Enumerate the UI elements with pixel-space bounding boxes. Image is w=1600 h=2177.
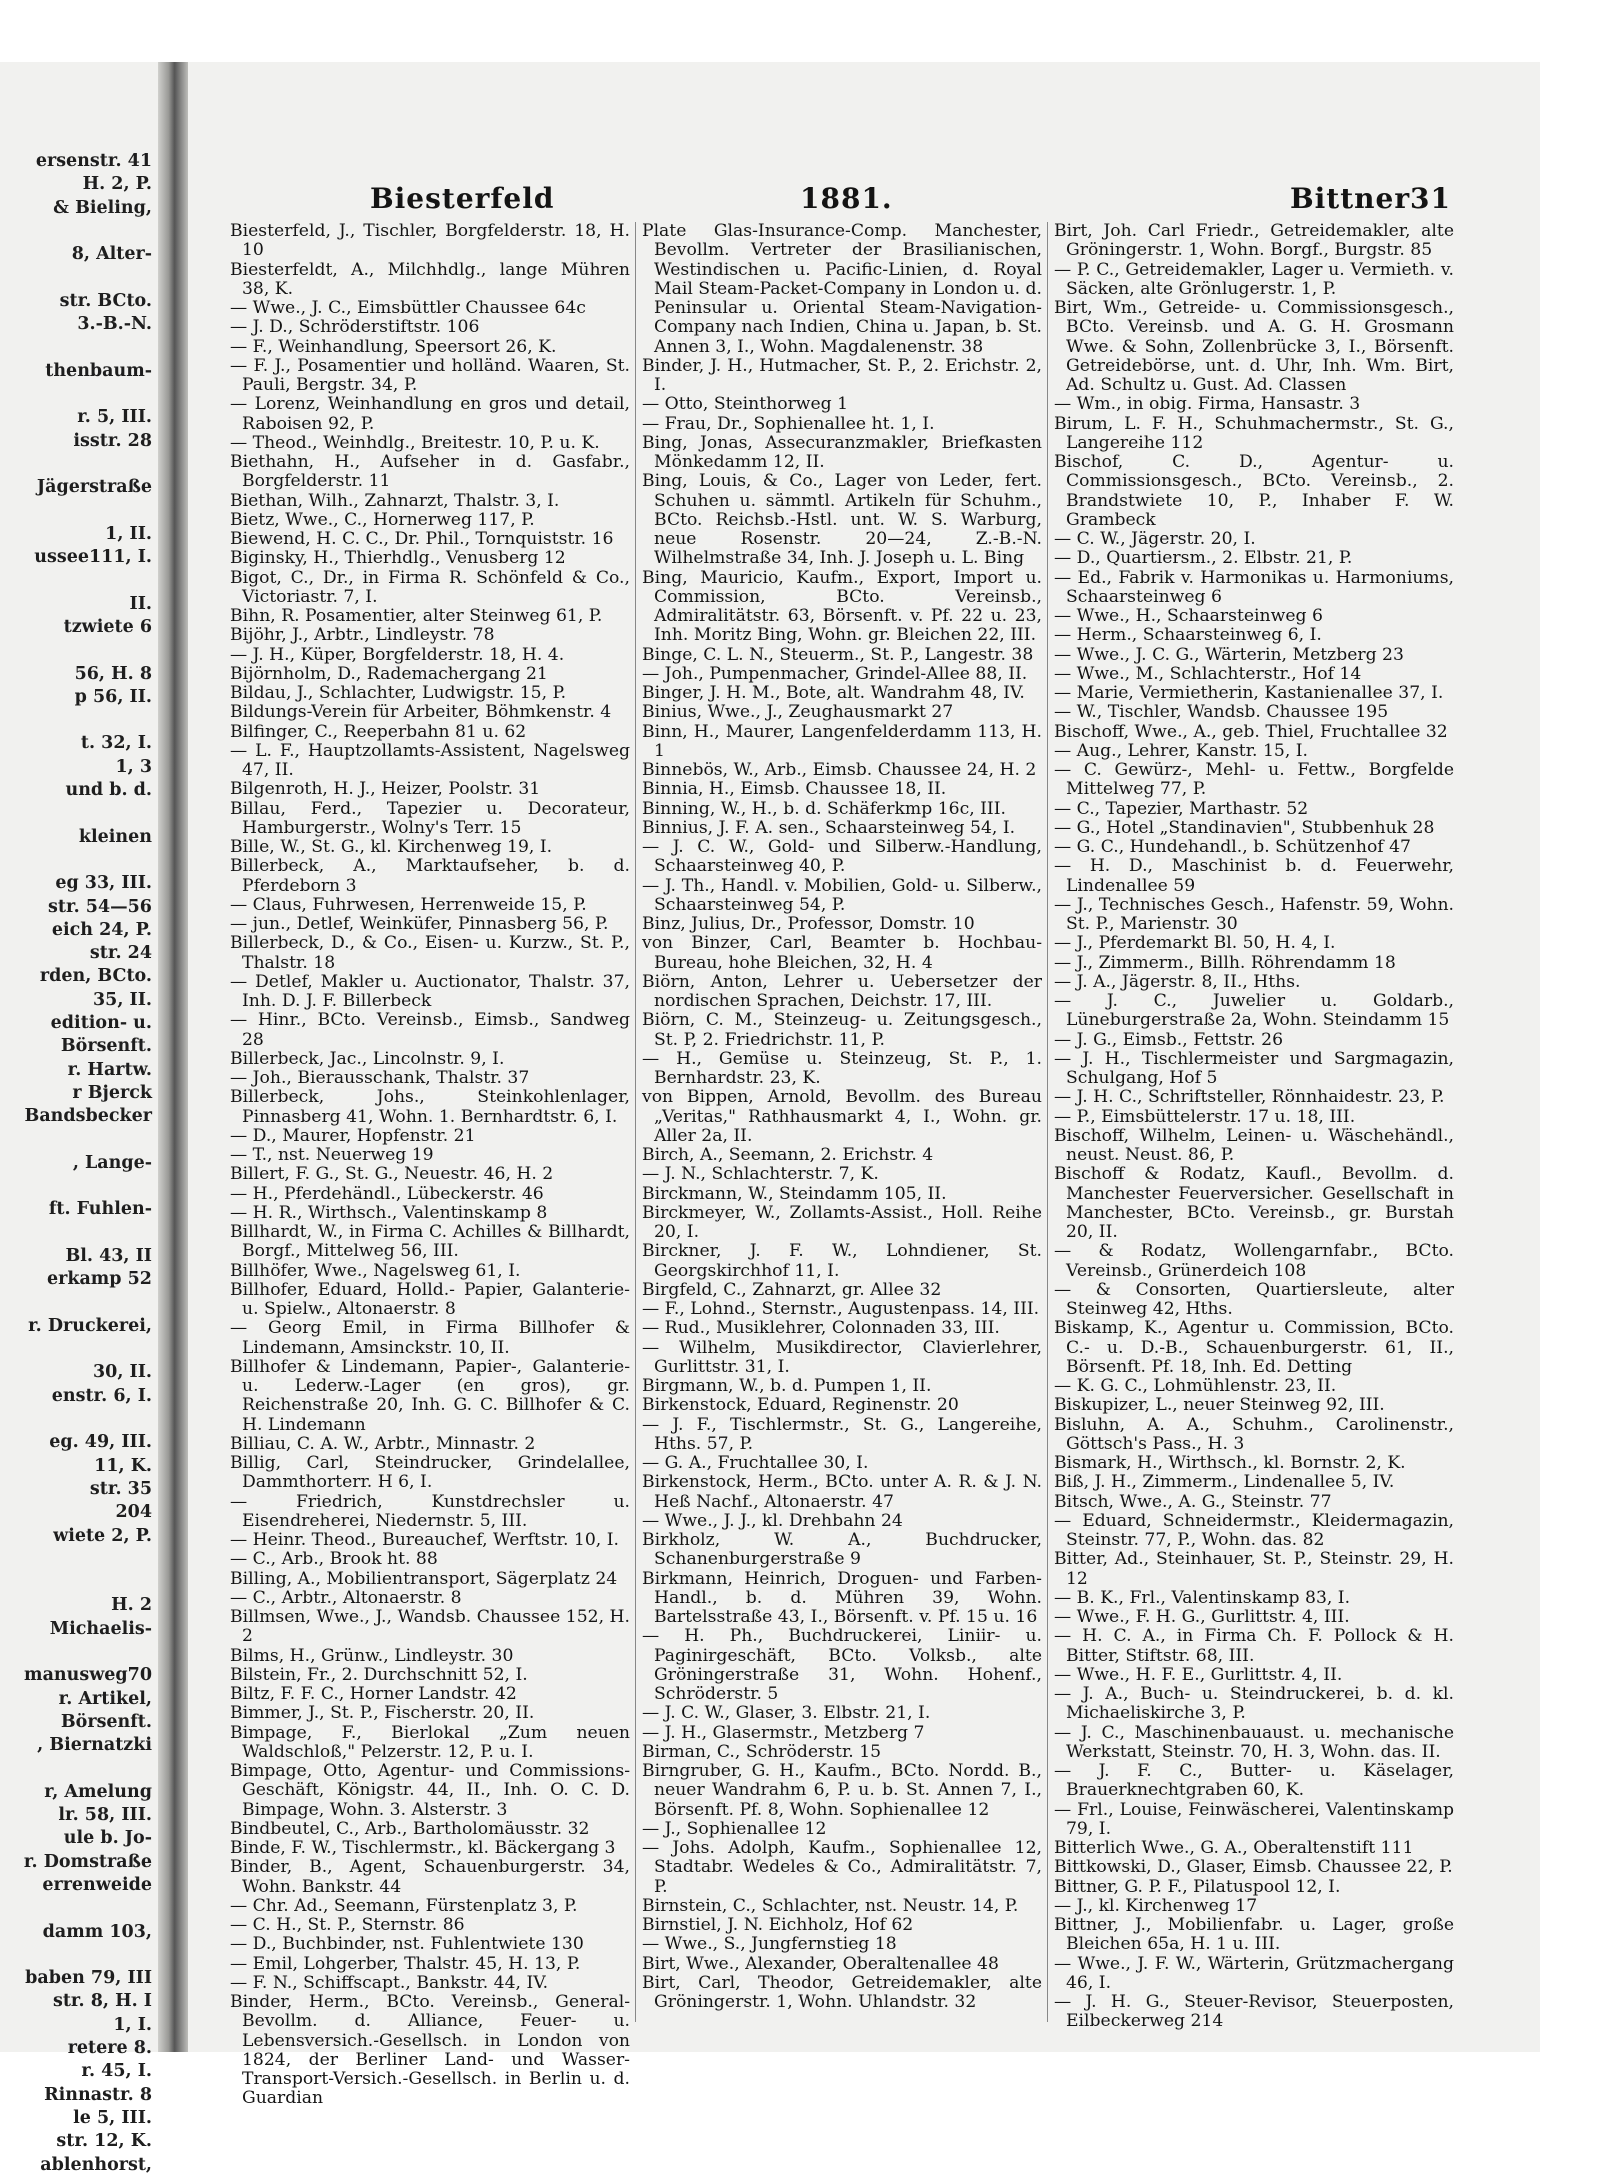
edge-fragment	[0, 336, 158, 359]
directory-entry: — J. H., Glasermstr., Metzberg 7	[642, 1722, 925, 1743]
edge-fragment	[0, 1292, 158, 1315]
directory-entry: — T., nst. Neuerweg 19	[230, 1145, 434, 1165]
edge-fragment: rden, BCto.	[39, 966, 152, 987]
edge-fragment: & Bieling,	[53, 197, 152, 218]
edge-fragment: ule b. Jo-	[63, 1828, 152, 1849]
directory-entry: — Heinr. Theod., Bureauchef, Werftstr. 10, I.	[230, 1530, 619, 1550]
edge-fragment: r. Domstraße	[23, 1851, 152, 1872]
edge-fragment: Michaelis-	[49, 1618, 152, 1639]
header-last-name: Bittner	[1290, 182, 1411, 215]
directory-entry: — Joh., Bierausschank, Thalstr. 37	[230, 1068, 530, 1088]
directory-entry: — G. C., Hundehandl., b. Schützenhof 47	[1054, 837, 1411, 857]
edge-fragment: 1, 3	[115, 756, 152, 777]
directory-entry: Binius, Wwe., J., Zeughausmarkt 27	[642, 702, 954, 723]
directory-entry: — Joh., Pumpenmacher, Grindel-Allee 88, II.	[642, 663, 1028, 684]
directory-entry: Bigot, C., Dr., in Firma R. Schönfeld & Co., Victoriastr. 7, I.	[230, 567, 630, 607]
directory-entry: Bitter, Ad., Steinhauer, St. P., Steinstr. 29, H. 12	[1054, 1549, 1454, 1589]
directory-entry: Birkenstock, Herm., BCto. unter A. R. & J. N. Heß Nachf., Altonaerstr. 47	[642, 1472, 1042, 1512]
page-number: 31	[1410, 182, 1451, 215]
edge-fragment	[0, 1757, 158, 1780]
directory-entry: — P., Eimsbüttelerstr. 17 u. 18, III.	[1054, 1106, 1356, 1127]
directory-entry: — J. F. C., Butter- u. Käselager, Brauerknechtgraben 60, K.	[1054, 1761, 1454, 1801]
edge-fragment: Börsenft.	[60, 1036, 152, 1057]
directory-entry: — C., Tapezier, Marthastr. 52	[1054, 798, 1309, 819]
directory-entry: Bitsch, Wwe., A. G., Steinstr. 77	[1054, 1491, 1332, 1512]
directory-entry: Biewend, H. C. C., Dr. Phil., Tornquiststr. 16	[230, 529, 614, 549]
edge-fragment	[0, 1944, 158, 1967]
directory-entry: — Otto, Steinthorweg 1	[642, 394, 849, 415]
directory-entry: — Marie, Vermietherin, Kastanienallee 37, I.	[1054, 683, 1444, 703]
edge-fragment: r. Hartw.	[67, 1059, 152, 1080]
directory-entry: — J. G., Eimsb., Fettstr. 26	[1054, 1029, 1284, 1050]
directory-entry: Bing, Jonas, Assecuranzmakler, Briefkasten Mönkedamm 12, II.	[642, 432, 1042, 472]
directory-entry: — & Consorten, Quartiersleute, alter Steinweg 42, Hths.	[1054, 1279, 1454, 1319]
directory-entry: — Johs. Adolph, Kaufm., Sophienallee 12, Stadtabr. Wedeles & Co., Admiralitätstr. 7, P.	[642, 1838, 1042, 1897]
edge-fragment: str. BCto.	[59, 290, 152, 311]
directory-entry: Birman, C., Schröderstr. 15	[642, 1741, 882, 1762]
directory-entry: — F. N., Schiffscapt., Bankstr. 44, IV.	[230, 1972, 549, 1993]
edge-fragment: , Biernatzki	[37, 1735, 152, 1756]
edge-fragment: 56, H. 8	[74, 663, 152, 684]
directory-entry: Billig, Carl, Steindrucker, Grindelallee, Dammthorterr. H 6, I.	[230, 1453, 630, 1493]
directory-entry: Biesterfeldt, A., Milchhdlg., lange Mühren 38, K.	[230, 259, 630, 299]
directory-entry: — J. C., Juwelier u. Goldarb., Lüneburgerstraße 2a, Wohn. Steindamm 15	[1054, 991, 1454, 1031]
directory-entry: — P. C., Getreidemakler, Lager u. Vermieth. v. Säcken, alte Grönlugerstr. 1, P.	[1054, 259, 1454, 299]
directory-entry: Bildau, J., Schlachter, Ludwigstr. 15, P.	[230, 683, 567, 703]
directory-entry: — Frau, Dr., Sophienallee ht. 1, I.	[642, 413, 935, 434]
directory-entry: Biesterfeld, J., Tischler, Borgfelderstr. 18, H. 10	[230, 221, 630, 261]
directory-entry: Bille, W., St. G., kl. Kirchenweg 19, I.	[230, 837, 553, 857]
column-divider	[1047, 222, 1048, 2022]
edge-fragment: r. 5, III.	[77, 407, 152, 428]
directory-entry: — Georg Emil, in Firma Billhofer & Lindemann, Amsinckstr. 10, II.	[230, 1318, 630, 1358]
directory-entry: Binnia, H., Eimsb. Chaussee 18, II.	[642, 779, 947, 800]
edge-fragment: r. Druckerei,	[28, 1315, 152, 1336]
directory-entry: Bilstein, Fr., 2. Durchschnitt 52, I.	[230, 1664, 528, 1685]
directory-entry: Birt, Wm., Getreide- u. Commissionsgesch., BCto. Vereinsb. und A. G. H. Grosmann Wwe. & Sohn, Zollenbrücke 3, I., Börsenft. Getreidebörse, unt. d. Uhr, Inh. Wm. Birt, Ad. Schultz u. Gust. Ad. Classen	[1054, 298, 1454, 395]
directory-entry: — Wm., in obig. Firma, Hansastr. 3	[1054, 394, 1361, 415]
edge-fragment: tzwiete 6	[63, 616, 152, 637]
directory-entry: — J. C. W., Glaser, 3. Elbstr. 21, I.	[642, 1703, 931, 1724]
edge-fragment: 35, II.	[92, 989, 152, 1010]
directory-entry: Binger, J. H. M., Bote, alt. Wandrahm 48, IV.	[642, 683, 1025, 703]
edge-fragment	[0, 1338, 158, 1361]
directory-entry: Bihn, R. Posamentier, alter Steinweg 61, P.	[230, 606, 603, 626]
directory-entry: Bischoff, Wilhelm, Leinen- u. Wäschehändl., neust. Neust. 86, P.	[1054, 1125, 1454, 1165]
directory-entry: Birt, Wwe., Alexander, Oberaltenallee 48	[642, 1953, 999, 1974]
directory-entry: — Emil, Lohgerber, Thalstr. 45, H. 13, P.	[230, 1953, 581, 1974]
directory-entry: Bing, Louis, & Co., Lager von Leder, fert. Schuhen u. sämmtl. Artikeln für Schuhm., BCto. Reichsb.-Hstl. unt. W. S. Warburg, neue Rosenstr. 20—24, Z.-B.-N. Wilhelmstraße 34, Inh. J. Joseph u. L. Bing	[642, 471, 1042, 569]
directory-entry: — Hinr., BCto. Vereinsb., Eimsb., Sandweg 28	[230, 1010, 630, 1050]
edge-fragment	[0, 383, 158, 406]
edge-fragment: str. 54—56	[48, 896, 152, 917]
page-gutter-shadow	[158, 62, 188, 2052]
edge-fragment: eg. 49, III.	[49, 1432, 152, 1453]
edge-fragment	[0, 1175, 158, 1198]
directory-entry: Bilgenroth, H. J., Heizer, Poolstr. 31	[230, 779, 541, 800]
directory-entry: Billerbeck, Johs., Steinkohlenlager, Pinnasberg 41, Wohn. 1. Bernhardtstr. 6, I.	[230, 1087, 630, 1127]
directory-entry: — J. H. G., Steuer-Revisor, Steuerposten, Eilbeckerweg 214	[1054, 1992, 1454, 2032]
directory-entry: — G. A., Fruchtallee 30, I.	[642, 1453, 869, 1473]
directory-entry: Biltz, F. F. C., Horner Landstr. 42	[230, 1684, 517, 1704]
directory-entry: Binde, F. W., Tischlermstr., kl. Bäckergang 3	[230, 1838, 616, 1858]
edge-fragment: 1, I.	[113, 2014, 152, 2035]
header-year: 1881.	[800, 182, 893, 215]
edge-fragment: r, Amelung	[44, 1781, 152, 1802]
directory-entry: — J., Pferdemarkt Bl. 50, H. 4, I.	[1054, 933, 1336, 954]
directory-entry: Bitterlich Wwe., G. A., Oberaltenstift 111	[1054, 1838, 1414, 1858]
directory-entry: Birckner, J. F. W., Lohndiener, St. Georgskirchhof 11, I.	[642, 1241, 1042, 1281]
directory-entry: Birt, Carl, Theodor, Getreidemakler, alte Gröningerstr. 1, Wohn. Uhlandstr. 32	[642, 1972, 1042, 2012]
directory-entry: Plate Glas-Insurance-Comp. Manchester, Bevollm. Vertreter der Brasilianischen, Westindischen u. Pacific-Linien, d. Royal Mail Steam-Packet-Company in London u. d. Peninsular u. Oriental Steam-Navigation-Company nach Indien, China u. Japan, b. St. Annen 3, I., Wohn. Magdalenenstr. 38	[642, 221, 1042, 357]
edge-fragment: str. 24	[89, 943, 152, 964]
directory-entry: — J. C., Maschinenbauaust. u. mechanische Werkstatt, Steinstr. 70, H. 3, Wohn. das. II.	[1054, 1722, 1454, 1762]
directory-entry: Bittkowski, D., Glaser, Eimsb. Chaussee 22, P.	[1054, 1857, 1453, 1878]
directory-entry: — J. N., Schlachterstr. 7, K.	[642, 1164, 879, 1185]
directory-entry: Bisluhn, A. A., Schuhm., Carolinenstr., Göttsch's Pass., H. 3	[1054, 1414, 1454, 1454]
edge-fragment: p 56, II.	[74, 686, 152, 707]
column-divider	[635, 222, 636, 2022]
directory-entry: — Wilhelm, Musikdirector, Clavierlehrer, Gurlittstr. 31, I.	[642, 1337, 1042, 1377]
directory-entry: — Claus, Fuhrwesen, Herrenweide 15, P.	[230, 894, 587, 915]
edge-fragment	[0, 639, 158, 662]
edge-fragment	[0, 1897, 158, 1920]
edge-fragment	[0, 709, 158, 732]
directory-entry: — L. F., Hauptzollamts-Assistent, Nagelsweg 47, II.	[230, 740, 630, 780]
directory-entry: — J. C. W., Gold- und Silberw.-Handlung, Schaarsteinweg 40, P.	[642, 837, 1042, 877]
directory-entry: Bittner, G. P. F., Pilatuspool 12, I.	[1054, 1876, 1341, 1897]
edge-fragment: ablenhorst,	[40, 2154, 152, 2175]
column-2	[642, 222, 1042, 2022]
directory-entry: — Rud., Musiklehrer, Colonnaden 33, III.	[642, 1318, 1000, 1339]
directory-entry: — Wwe., H., Schaarsteinweg 6	[1054, 606, 1323, 626]
directory-entry: Bischoff & Rodatz, Kaufl., Bevollm. d. Manchester Feuerversicher. Gesellschaft in Manchester, BCto. Vereinsb., gr. Burstah 20, II.	[1054, 1164, 1454, 1242]
previous-page-edge	[0, 150, 158, 2175]
directory-entry: Binnebös, W., Arb., Eimsb. Chaussee 24, H. 2	[642, 760, 1037, 780]
directory-entry: Bietz, Wwe., C., Hornerweg 117, P.	[230, 509, 535, 530]
directory-entry: Birckmann, W., Steindamm 105, II.	[642, 1183, 947, 1204]
directory-entry: Bing, Mauricio, Kaufm., Export, Import u. Commission, BCto. Vereinsb., Admiralitätstr. 63, Börsenft. v. Pf. 22 u. 23, Inh. Moritz Bing, Wohn. gr. Bleichen 22, III.	[642, 567, 1042, 646]
directory-entry: — Chr. Ad., Seemann, Fürstenplatz 3, P.	[230, 1895, 578, 1916]
directory-entry: Binge, C. L. N., Steuerm., St. P., Langestr. 38	[642, 644, 1034, 665]
edge-fragment: Rinnastr. 8	[44, 2084, 152, 2105]
directory-entry: — B. K., Frl., Valentinskamp 83, I.	[1054, 1587, 1351, 1608]
directory-entry: — J., kl. Kirchenweg 17	[1054, 1895, 1258, 1916]
directory-entry: — F., Lohnd., Sternstr., Augustenpass. 14, III.	[642, 1299, 1040, 1319]
edge-fragment	[0, 499, 158, 522]
directory-entry: — F., Weinhandlung, Speersort 26, K.	[230, 336, 557, 357]
directory-entry: — Wwe., H. F. E., Gurlittstr. 4, II.	[1054, 1664, 1343, 1685]
directory-entry: — C., Arbtr., Altonaerstr. 8	[230, 1587, 462, 1608]
edge-fragment: 204	[115, 1502, 152, 1523]
directory-entry: Binn, H., Maurer, Langenfelderdamm 113, H. 1	[642, 721, 1042, 761]
directory-entry: — J. D., Schröderstiftstr. 106	[230, 317, 480, 338]
edge-fragment: edition- u.	[50, 1012, 152, 1033]
directory-entry: Billert, F. G., St. G., Neuestr. 46, H. 2	[230, 1164, 554, 1185]
edge-fragment: 1, II.	[105, 523, 152, 544]
directory-entry: — Wwe., S., Jungfernstieg 18	[642, 1934, 897, 1955]
edge-fragment: erkamp 52	[46, 1269, 152, 1290]
directory-entry: Birkenstock, Eduard, Reginenstr. 20	[642, 1395, 959, 1416]
directory-entry: — H., Pferdehändl., Lübeckerstr. 46	[230, 1183, 544, 1204]
entry-columns	[230, 221, 1540, 2109]
directory-entry: Bijörnholm, D., Rademachergang 21	[230, 663, 548, 684]
edge-fragment: retere 8.	[67, 2038, 152, 2059]
edge-fragment: damm 103,	[42, 1921, 152, 1942]
directory-entry: — H. Ph., Buchdruckerei, Liniir- u. Paginirgeschäft, BCto. Volksb., alte Gröningerstraße 31, Wohn. Hohenf., Schröderstr. 5	[642, 1626, 1042, 1704]
edge-fragment: manusweg70	[24, 1665, 152, 1686]
edge-fragment	[0, 802, 158, 825]
directory-entry: — H., Gemüse u. Steinzeug, St. P., 1. Bernhardstr. 23, K.	[642, 1048, 1042, 1088]
edge-fragment	[0, 1548, 158, 1571]
directory-entry: Binnius, J. F. A. sen., Schaarsteinweg 54, I.	[642, 817, 1016, 838]
directory-entry: Billing, A., Mobilientransport, Sägerplatz 24	[230, 1568, 618, 1589]
directory-entry: Birckmeyer, W., Zollamts-Assist., Holl. Reihe 20, I.	[642, 1202, 1042, 1242]
directory-entry: — J. A., Jägerstr. 8, II., Hths.	[1054, 971, 1301, 992]
directory-entry: — J. Th., Handl. v. Mobilien, Gold- u. Silberw., Schaarsteinweg 54, P.	[642, 875, 1042, 915]
edge-fragment: 11, K.	[94, 1455, 152, 1476]
edge-fragment	[0, 1571, 158, 1594]
directory-page	[230, 178, 1540, 2109]
directory-entry: Binz, Julius, Dr., Professor, Domstr. 10	[642, 914, 975, 934]
directory-entry: Bimpage, Otto, Agentur- und Commissions-Geschäft, Königstr. 44, II., Inh. O. C. D. Bimpage, Wohn. 3. Alsterstr. 3	[230, 1761, 630, 1820]
directory-entry: Binder, Herm., BCto. Vereinsb., General-Bevollm. d. Alliance, Feuer- u. Lebensversich.-Gesellsch. in London von 1824, der Berliner Land- und Wasser-Transport-Versich.-Gesellsch. in Berlin u. d. Guardian	[230, 1992, 630, 2109]
edge-fragment: le 5, III.	[73, 2107, 152, 2128]
directory-entry: — Theod., Weinhdlg., Breitestr. 10, P. u. K.	[230, 432, 600, 453]
directory-entry: — Herm., Schaarsteinweg 6, I.	[1054, 625, 1322, 646]
directory-entry: Bimpage, F., Bierlokal „Zum neuen Waldschloß," Pelzerstr. 12, P. u. I.	[230, 1722, 630, 1762]
directory-entry: Billhofer, Eduard, Holld.- Papier, Galanterie- u. Spielw., Altonaerstr. 8	[230, 1279, 630, 1319]
edge-fragment: Bandsbecker	[24, 1106, 152, 1127]
edge-fragment: str. 12, K.	[56, 2131, 152, 2152]
directory-entry: — Wwe., M., Schlachterstr., Hof 14	[1054, 663, 1362, 684]
edge-fragment: wiete 2, P.	[53, 1525, 152, 1546]
edge-fragment: ussee111, I.	[34, 547, 152, 568]
directory-entry: — D., Buchbinder, nst. Fuhlentwiete 130	[230, 1934, 584, 1955]
column-3	[1054, 221, 1454, 2032]
directory-entry: — Frl., Louise, Feinwäscherei, Valentinskamp 79, I.	[1054, 1799, 1454, 1839]
edge-fragment: 8, Alter-	[71, 244, 152, 265]
edge-fragment: r. Artikel,	[58, 1688, 152, 1709]
edge-fragment: r Bjerck	[72, 1082, 152, 1103]
directory-entry: Billhöfer, Wwe., Nagelsweg 61, I.	[230, 1260, 521, 1281]
directory-entry: — J. H., Tischlermeister und Sargmagazin, Schulgang, Hof 5	[1054, 1048, 1454, 1088]
directory-entry: Birngruber, G. H., Kaufm., BCto. Nordd. B., neuer Wandrahm 6, P. u. b. St. Annen 7, I., Börsenft. Pf. 8, Wohn. Sophienallee 12	[642, 1761, 1042, 1820]
directory-entry: Birgmann, W., b. d. Pumpen 1, II.	[642, 1376, 932, 1396]
directory-entry: — Wwe., J. C. G., Wärterin, Metzberg 23	[1054, 644, 1404, 665]
edge-fragment	[0, 266, 158, 289]
directory-entry: — & Rodatz, Wollengarnfabr., BCto. Vereinsb., Grünerdeich 108	[1054, 1241, 1454, 1281]
directory-entry: — J. F., Tischlermstr., St. G., Langereihe, Hths. 57, P.	[642, 1414, 1042, 1454]
directory-entry: Birkholz, W. A., Buchdrucker, Schanenburgerstraße 9	[642, 1530, 1042, 1570]
edge-fragment: 3.-B.-N.	[77, 314, 152, 335]
directory-entry: Billhardt, W., in Firma C. Achilles & Billhardt, Borgf., Mittelweg 56, III.	[230, 1222, 630, 1262]
directory-entry: Birgfeld, C., Zahnarzt, gr. Allee 32	[642, 1279, 942, 1300]
directory-entry: Billerbeck, Jac., Lincolnstr. 9, I.	[230, 1048, 505, 1069]
directory-entry: Bilms, H., Grünw., Lindleystr. 30	[230, 1645, 514, 1666]
edge-fragment: enstr. 6, I.	[51, 1385, 152, 1406]
directory-entry: — H. R., Wirthsch., Valentinskamp 8	[230, 1202, 548, 1223]
directory-entry: Billau, Ferd., Tapezier u. Decorateur, Hamburgerstr., Wolny's Terr. 15	[230, 798, 630, 838]
directory-entry: Biethan, Wilh., Zahnarzt, Thalstr. 3, I.	[230, 490, 560, 511]
directory-entry: Bimmer, J., St. P., Fischerstr. 20, II.	[230, 1703, 535, 1724]
directory-entry: — Friedrich, Kunstdrechsler u. Eisendreherei, Niedernstr. 5, III.	[230, 1491, 630, 1531]
running-header	[230, 178, 1540, 222]
edge-fragment: lr. 58, III.	[58, 1805, 152, 1826]
edge-fragment: isstr. 28	[73, 430, 152, 451]
directory-entry: Bittner, J., Mobilienfabr. u. Lager, große Bleichen 65a, H. 1 u. III.	[1054, 1915, 1454, 1955]
directory-entry: Binning, W., H., b. d. Schäferkmp 16c, III.	[642, 798, 1006, 819]
edge-fragment	[0, 1641, 158, 1664]
edge-fragment	[0, 569, 158, 592]
directory-entry: Birum, L. F. H., Schuhmachermstr., St. G., Langereihe 112	[1054, 413, 1454, 453]
directory-entry: Biß, J. H., Zimmerm., Lindenallee 5, IV.	[1054, 1472, 1395, 1493]
directory-entry: Birnstein, C., Schlachter, nst. Neustr. 14, P.	[642, 1895, 1019, 1916]
directory-entry: Billiau, C. A. W., Arbtr., Minnastr. 2	[230, 1433, 536, 1454]
edge-fragment: Bl. 43, II	[65, 1245, 152, 1266]
edge-fragment: II.	[129, 593, 152, 614]
directory-entry: — Eduard, Schneidermstr., Kleidermagazin, Steinstr. 77, P., Wohn. das. 82	[1054, 1510, 1454, 1550]
edge-fragment: t. 32, I.	[80, 733, 152, 754]
directory-entry: — C., Arb., Brook ht. 88	[230, 1549, 438, 1570]
directory-entry: Biörn, Anton, Lehrer u. Uebersetzer der nordischen Sprachen, Deichstr. 17, III.	[642, 971, 1042, 1011]
directory-entry: Biskamp, K., Agentur u. Commission, BCto. C.- u. D.-B., Schauenburgerstr. 61, II., Börsenft. Pf. 18, Inh. Ed. Detting	[1054, 1318, 1454, 1377]
directory-entry: — C. Gewürz-, Mehl- u. Fettw., Borgfelde Mittelweg 77, P.	[1054, 760, 1454, 800]
edge-fragment: Börsenft.	[60, 1711, 152, 1732]
directory-entry: — D., Quartiersm., 2. Elbstr. 21, P.	[1054, 548, 1353, 569]
edge-fragment: ft. Fuhlen-	[48, 1199, 152, 1220]
edge-fragment: ersenstr. 41	[35, 151, 152, 171]
directory-entry: Bildungs-Verein für Arbeiter, Böhmkenstr. 4	[230, 702, 612, 723]
directory-entry: Bischof, C. D., Agentur- u. Commissionsgesch., BCto. Vereinsb., 2. Brandstwiete 10, P., Inhaber F. W. Grambeck	[1054, 452, 1454, 530]
directory-entry: — H. D., Maschinist b. d. Feuerwehr, Lindenallee 59	[1054, 856, 1454, 896]
edge-fragment: str. 35	[89, 1478, 152, 1499]
directory-entry: Binder, J. H., Hutmacher, St. P., 2. Erichstr. 2, I.	[642, 355, 1042, 395]
edge-fragment: und b. d.	[65, 780, 152, 801]
header-first-name: Biesterfeld	[370, 182, 555, 215]
directory-entry: — J., Zimmerm., Billh. Röhrendamm 18	[1054, 952, 1396, 973]
directory-entry: von Bippen, Arnold, Bevollm. des Bureau „Veritas," Rathhausmarkt 4, I., Wohn. gr. Aller 2a, II.	[642, 1087, 1042, 1146]
directory-entry: — Detlef, Makler u. Auctionator, Thalstr. 37, Inh. D. J. F. Billerbeck	[230, 971, 630, 1011]
directory-entry: Birnstiel, J. N. Eichholz, Hof 62	[642, 1915, 914, 1935]
directory-entry: — Wwe., J. F. W., Wärterin, Grützmachergang 46, I.	[1054, 1953, 1454, 1993]
directory-entry: — Aug., Lehrer, Kanstr. 15, I.	[1054, 740, 1309, 761]
edge-fragment: 30, II.	[92, 1362, 152, 1383]
directory-entry: — J., Sophienallee 12	[642, 1818, 827, 1839]
directory-entry: — C. W., Jägerstr. 20, I.	[1054, 529, 1256, 549]
directory-entry: Biörn, C. M., Steinzeug- u. Zeitungsgesch., St. P, 2. Friedrichstr. 11, P.	[642, 1010, 1042, 1050]
edge-fragment: str. 8, H. I	[52, 1991, 152, 2012]
directory-entry: — J. H., Küper, Borgfelderstr. 18, H. 4.	[230, 644, 565, 665]
directory-entry: Billhofer & Lindemann, Papier-, Galanterie- u. Lederw.-Lager (en gros), gr. Reichenstraße 20, Inh. G. C. Billhofer & C. H. Lindemann	[230, 1356, 630, 1435]
directory-entry: — F. J., Posamentier und holländ. Waaren, St. Pauli, Bergstr. 34, P.	[230, 355, 630, 395]
directory-entry: — Wwe., J. J., kl. Drehbahn 24	[642, 1510, 903, 1531]
edge-fragment: kleinen	[78, 826, 152, 847]
directory-entry: Bindbeutel, C., Arb., Bartholomäusstr. 32	[230, 1818, 590, 1839]
directory-entry: — D., Maurer, Hopfenstr. 21	[230, 1125, 476, 1146]
directory-entry: Biskupizer, L., neuer Steinweg 92, III.	[1054, 1395, 1385, 1416]
edge-fragment: eg 33, III.	[55, 873, 152, 894]
directory-entry: von Binzer, Carl, Beamter b. Hochbau-Bureau, hohe Bleichen, 32, H. 4	[642, 933, 1042, 973]
directory-entry: — C. H., St. P., Sternstr. 86	[230, 1915, 465, 1935]
edge-fragment: baben 79, III	[25, 1968, 152, 1989]
directory-entry: Biginsky, H., Thierhdlg., Venusberg 12	[230, 548, 566, 569]
edge-fragment	[0, 849, 158, 872]
edge-fragment: errenweide	[42, 1874, 152, 1895]
directory-entry: — Lorenz, Weinhandlung en gros und detail, Raboisen 92, P.	[230, 394, 630, 434]
directory-entry: Birkmann, Heinrich, Droguen- und Farben-Handl., b. d. Mühren 39, Wohn. Bartelsstraße 43, I., Börsenft. v. Pf. 15 u. 16	[642, 1568, 1042, 1627]
directory-entry: Birt, Joh. Carl Friedr., Getreidemakler, alte Gröningerstr. 1, Wohn. Borgf., Burgstr. 85	[1054, 221, 1454, 261]
column-1	[230, 221, 630, 2109]
directory-entry: — K. G. C., Lohmühlenstr. 23, II.	[1054, 1376, 1337, 1396]
edge-fragment: eich 24, P.	[51, 919, 152, 940]
edge-fragment: Jägerstraße	[36, 477, 152, 498]
edge-fragment: , Lange-	[72, 1152, 152, 1173]
directory-entry: Bilfinger, C., Reeperbahn 81 u. 62	[230, 721, 527, 742]
edge-fragment: H. 2, P.	[82, 174, 152, 195]
directory-entry: Biethahn, H., Aufseher in d. Gasfabr., Borgfelderstr. 11	[230, 452, 630, 492]
directory-entry: Binder, B., Agent, Schauenburgerstr. 34, Wohn. Bankstr. 44	[230, 1857, 630, 1897]
edge-fragment: H. 2	[111, 1595, 152, 1616]
directory-entry: — jun., Detlef, Weinküfer, Pinnasberg 56, P.	[230, 914, 609, 934]
edge-fragment: r. 45, I.	[81, 2061, 152, 2082]
directory-entry: — H. C. A., in Firma Ch. F. Pollock & H. Bitter, Stiftstr. 68, III.	[1054, 1626, 1454, 1666]
directory-entry: — J. H. C., Schriftsteller, Rönnhaidestr. 23, P.	[1054, 1087, 1445, 1108]
edge-fragment	[0, 1222, 158, 1245]
edge-fragment: thenbaum-	[45, 360, 152, 381]
directory-entry: Billerbeck, D., & Co., Eisen- u. Kurzw., St. P., Thalstr. 18	[230, 933, 630, 973]
directory-entry: — Wwe., J. C., Eimsbüttler Chaussee 64c	[230, 298, 586, 318]
directory-entry: — W., Tischler, Wandsb. Chaussee 195	[1054, 702, 1389, 723]
directory-entry: Bijöhr, J., Arbtr., Lindleystr. 78	[230, 625, 495, 646]
directory-entry: — Wwe., F. H. G., Gurlittstr. 4, III.	[1054, 1607, 1350, 1627]
directory-entry: — J. A., Buch- u. Steindruckerei, b. d. kl. Michaeliskirche 3, P.	[1054, 1684, 1454, 1724]
directory-entry: Billmsen, Wwe., J., Wandsb. Chaussee 152, H. 2	[230, 1607, 630, 1647]
edge-fragment	[0, 1128, 158, 1151]
directory-entry: Bischoff, Wwe., A., geb. Thiel, Fruchtallee 32	[1054, 721, 1448, 742]
edge-fragment	[0, 1408, 158, 1431]
directory-entry: Bismark, H., Wirthsch., kl. Bornstr. 2, K.	[1054, 1453, 1406, 1473]
directory-entry: — Ed., Fabrik v. Harmonikas u. Harmoniums, Schaarsteinweg 6	[1054, 567, 1454, 607]
directory-entry: Birch, A., Seemann, 2. Erichstr. 4	[642, 1145, 934, 1165]
edge-fragment	[0, 220, 158, 243]
directory-entry: — G., Hotel „Standinavien", Stubbenhuk 28	[1054, 817, 1435, 838]
edge-fragment	[0, 453, 158, 476]
directory-entry: — J., Technisches Gesch., Hafenstr. 59, Wohn. St. P., Marienstr. 30	[1054, 894, 1454, 934]
directory-entry: Billerbeck, A., Marktaufseher, b. d. Pferdeborn 3	[230, 856, 630, 896]
